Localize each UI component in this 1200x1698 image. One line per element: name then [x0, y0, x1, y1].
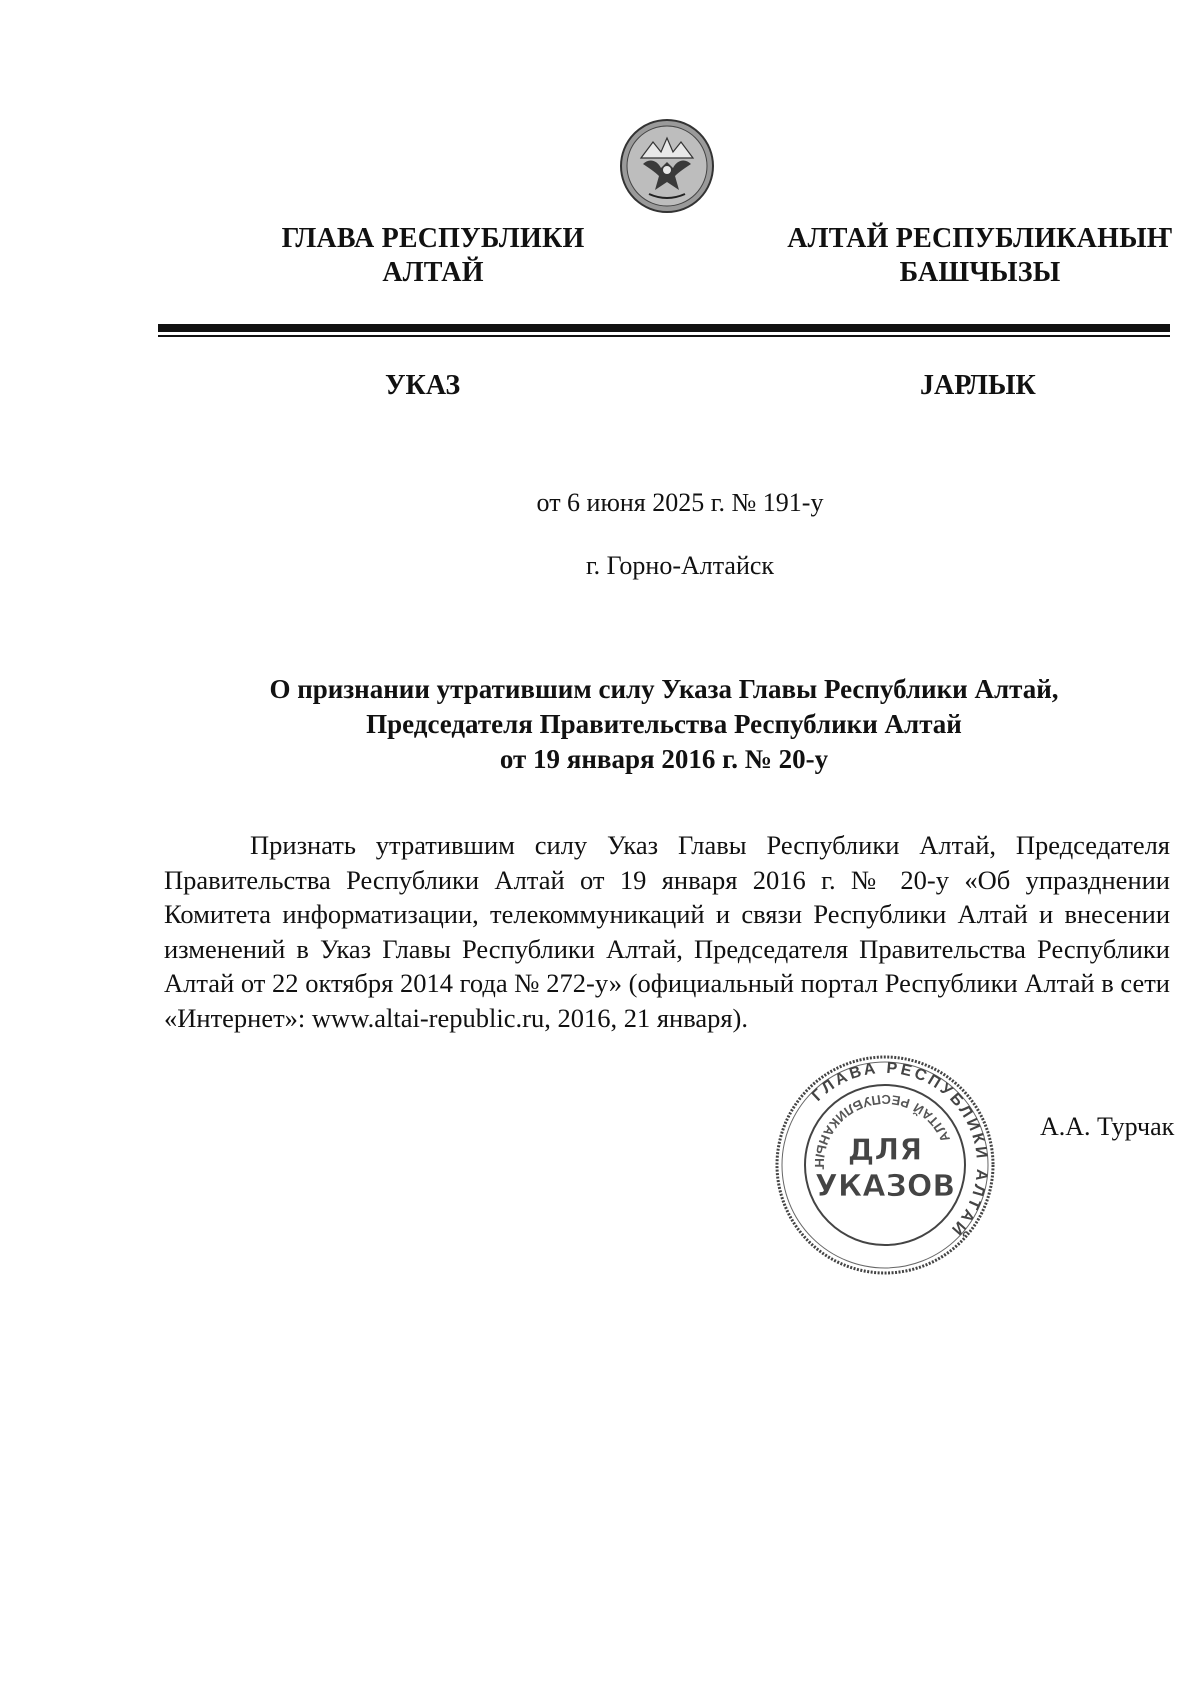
- doc-title: [158, 672, 1170, 777]
- header-left-line1: ГЛАВА РЕСПУБЛИКИ: [281, 223, 585, 254]
- doc-type-right: ЈАРЛЫК: [920, 370, 1036, 401]
- doc-title-line1: О признании утратившим силу Указа Главы Республики Алтай,: [269, 674, 1059, 704]
- coat-of-arms-icon: [619, 118, 715, 214]
- stamp-center-line1: ДЛЯ: [847, 1133, 923, 1168]
- header-left-line2: АЛТАЙ: [382, 257, 484, 288]
- doc-title-line3: от 19 января 2016 г. № 20-у: [499, 744, 829, 774]
- doc-date-number: от 6 июня 2025 г. № 191-у: [536, 488, 824, 517]
- doc-city: г. Горно-Алтайск: [585, 551, 775, 580]
- header-right-line2: БАШЧЫЗЫ: [899, 257, 1061, 288]
- stamp-outer-text: ГЛАВА РЕСПУБЛИКИ АЛТАЙ: [808, 1059, 991, 1240]
- header-divider-thin: [158, 335, 1170, 337]
- doc-title-line2: Председателя Правительства Республики Алтай: [366, 709, 962, 739]
- doc-body-paragraph: Признать утратившим силу Указ Главы Республики Алтай, Председателя Правительства Республики Алтай от 19 января 2016 г. № 20-у «Об упразднении Комитета информатизации, телекоммуникаций и связи Республики Алтай и внесении изменений в Указ Главы Республики Алтай, Председателя Правительства Республики Алтай от 22 октября 2014 года № 272-у» (официальный портал Республики Алтай в сети «Интернет»: www.altai-republic.ru, 2016, 21 января).: [164, 830, 1170, 1033]
- stamp-center-line2: УКАЗОВ: [814, 1169, 956, 1204]
- header-right-line1: АЛТАЙ РЕСПУБЛИКАНЫҤ: [787, 223, 1173, 254]
- header-right: [780, 222, 1180, 290]
- header-left: [268, 222, 598, 290]
- header-divider-thick: [158, 324, 1170, 332]
- doc-type-left: УКАЗ: [385, 370, 461, 401]
- official-stamp: [770, 1050, 1000, 1280]
- signature-name: А.А. Турчак: [1040, 1112, 1175, 1141]
- stamp-inner-text: АЛТАЙ РЕСПУБЛИКАНЫҤ: [811, 1091, 953, 1172]
